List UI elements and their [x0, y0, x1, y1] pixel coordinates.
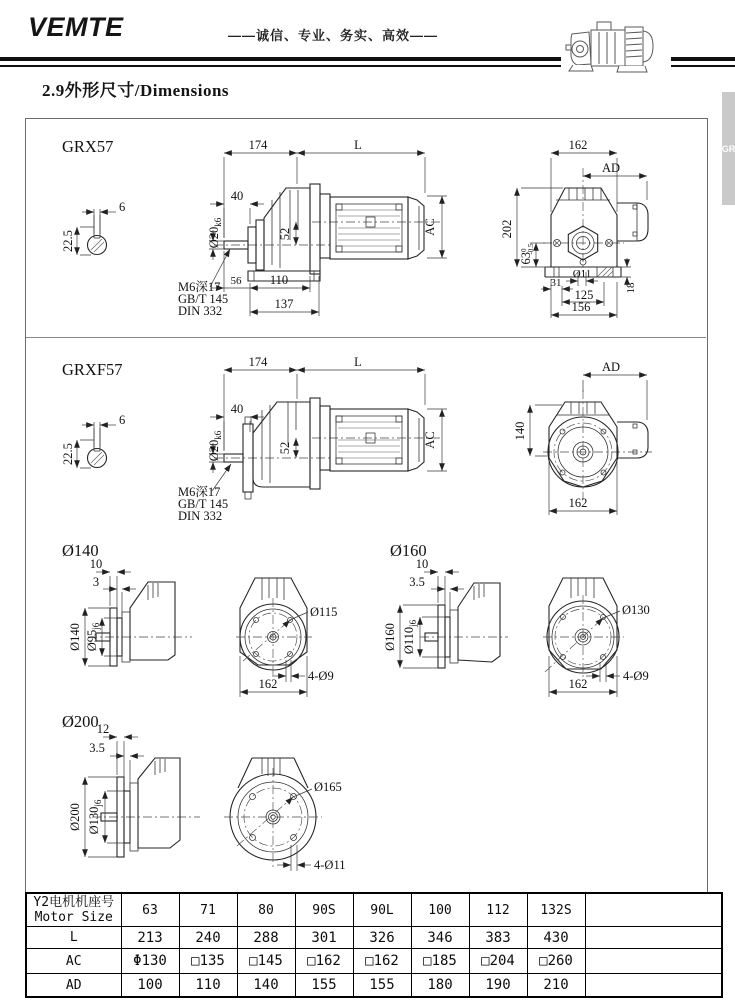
note-din: DIN 332 — [178, 304, 223, 318]
cell: 155 — [353, 974, 411, 998]
f200-front-view — [224, 758, 345, 872]
dim-end-162: 162 — [568, 138, 588, 152]
dim-end-AD: AD — [601, 161, 621, 175]
dim-202: 202 — [500, 219, 514, 239]
cell: 110 — [179, 974, 237, 998]
dim-holes: 4-Ø9 — [308, 669, 334, 683]
motor-size-header-cn: Y2电机机座号 — [33, 895, 115, 910]
dim-end-AD: AD — [601, 360, 621, 374]
dim-t2: 3.5 — [409, 575, 425, 589]
row-label: L — [26, 927, 121, 949]
note-gbt: GB/T 145 — [178, 292, 229, 306]
motor-size-header-en: Motor Size — [34, 910, 113, 925]
page-title: 2.9外形尺寸/Dimensions — [42, 81, 230, 100]
dim-L: L — [354, 355, 362, 369]
f160-side-view — [383, 557, 508, 668]
grx57-end-view — [500, 138, 648, 318]
cell: 326 — [353, 927, 411, 949]
dim-174: 174 — [248, 138, 268, 152]
dimension-table — [25, 892, 723, 998]
row-label: AD — [26, 974, 121, 998]
f140-front-view — [236, 578, 337, 697]
dim-AC: AC — [423, 431, 437, 449]
f140-side-view — [68, 557, 192, 666]
brand-slogan: ——诚信、专业、务实、高效—— — [228, 28, 439, 43]
row-label: AC — [26, 949, 121, 974]
empty-cell — [585, 974, 722, 998]
cell: 240 — [179, 927, 237, 949]
cell: 140 — [237, 974, 295, 998]
dim-key-width: 6 — [119, 200, 126, 214]
dim-110: 110 — [269, 273, 289, 287]
dim-174: 174 — [248, 355, 268, 369]
dim-dia: Ø160 — [383, 623, 397, 651]
note-m6: M6深17 — [178, 280, 221, 294]
cell: □204 — [469, 949, 527, 974]
cell: □135 — [179, 949, 237, 974]
dim-end-162: 162 — [568, 496, 588, 510]
cell: □185 — [411, 949, 469, 974]
dim-t1: 10 — [415, 557, 429, 571]
cell: 301 — [295, 927, 353, 949]
dim-key-height: 22.5 — [61, 230, 75, 252]
note-din: DIN 332 — [178, 509, 223, 523]
dim-holes: 4-Ø11 — [314, 858, 346, 872]
cell: 190 — [469, 974, 527, 998]
motor-size-header — [26, 893, 121, 927]
dim-width: 162 — [258, 677, 278, 691]
dim-18: 18 — [625, 282, 637, 294]
dim-foot-hole: Ø11 — [572, 268, 592, 280]
dim-t1: 12 — [96, 722, 110, 736]
cell: □162 — [295, 949, 353, 974]
note-m6: M6深17 — [178, 485, 221, 499]
dim-40: 40 — [230, 189, 244, 203]
flange-140-160-drawing — [25, 530, 707, 705]
dim-width: 162 — [568, 677, 588, 691]
grx57-side-view — [178, 138, 447, 318]
dim-137: 137 — [274, 297, 294, 311]
grxf57-shaft-section — [61, 413, 125, 468]
gearmotor-photo — [561, 14, 671, 78]
cell: 430 — [527, 927, 585, 949]
dim-shaft-dia: $Ø20_{k6}$ — [207, 430, 223, 462]
cell: 155 — [295, 974, 353, 998]
empty-cell — [585, 893, 722, 927]
dim-63: $63^0-0.5$ — [519, 243, 535, 265]
col-header: 63 — [121, 893, 179, 927]
grx57-shaft-section — [61, 200, 125, 255]
cell: 100 — [121, 974, 179, 998]
f200-label: Ø200 — [62, 712, 99, 731]
dim-52: 52 — [278, 441, 292, 455]
col-header: 132S — [527, 893, 585, 927]
grx57-label: GRX57 — [62, 137, 114, 156]
cell: 288 — [237, 927, 295, 949]
dim-L: L — [354, 138, 362, 152]
table-row — [26, 949, 722, 974]
grxf57-drawing — [25, 338, 707, 530]
dim-spigot: $Ø95_{j6}$ — [85, 622, 101, 652]
dim-AC: AC — [423, 218, 437, 236]
dim-bolt-circle: Ø165 — [314, 780, 342, 794]
page-edge-tab: GR — [722, 92, 735, 205]
cell: □162 — [353, 949, 411, 974]
brand-logo: VEMTE — [28, 12, 124, 42]
dim-31: 31 — [550, 277, 562, 289]
cell: 213 — [121, 927, 179, 949]
col-header: 100 — [411, 893, 469, 927]
dim-t1: 10 — [89, 557, 103, 571]
f160-label: Ø160 — [390, 541, 427, 560]
cell: 210 — [527, 974, 585, 998]
col-header: 90S — [295, 893, 353, 927]
dim-spigot: $Ø110_{j6}$ — [402, 619, 418, 655]
flange-200-drawing — [25, 705, 707, 892]
empty-cell — [585, 949, 722, 974]
grxf57-end-view — [513, 360, 652, 515]
grxf57-label: GRXF57 — [62, 360, 123, 379]
dim-dia: Ø140 — [68, 623, 82, 651]
dim-56: 56 — [230, 275, 242, 287]
dim-dia: Ø200 — [68, 803, 82, 831]
col-header: 90L — [353, 893, 411, 927]
dim-bolt-circle: Ø115 — [310, 605, 338, 619]
dim-holes: 4-Ø9 — [623, 669, 649, 683]
dim-t2: 3.5 — [89, 741, 105, 755]
grxf57-side-view — [178, 355, 447, 523]
cell: 346 — [411, 927, 469, 949]
col-header: 112 — [469, 893, 527, 927]
grx57-drawing — [25, 118, 707, 338]
dim-bolt-circle: Ø130 — [622, 603, 650, 617]
cell: 180 — [411, 974, 469, 998]
dim-t2: 3 — [92, 575, 100, 589]
dim-shaft-dia: $Ø20_{k6}$ — [207, 217, 223, 249]
empty-cell — [585, 927, 722, 949]
cell: □260 — [527, 949, 585, 974]
f140-label: Ø140 — [62, 541, 99, 560]
col-header: 80 — [237, 893, 295, 927]
col-header: 71 — [179, 893, 237, 927]
cell: 383 — [469, 927, 527, 949]
dim-spigot: $Ø130_{j6}$ — [87, 799, 103, 835]
table-row — [26, 974, 722, 998]
dim-52: 52 — [278, 227, 292, 241]
dim-156: 156 — [571, 300, 591, 314]
cell: □145 — [237, 949, 295, 974]
f200-side-view — [68, 722, 200, 857]
dim-140: 140 — [513, 421, 527, 441]
table-row — [26, 927, 722, 949]
dim-key-width: 6 — [119, 413, 126, 427]
f160-front-view — [543, 578, 650, 697]
dim-40: 40 — [230, 402, 244, 416]
note-gbt: GB/T 145 — [178, 497, 229, 511]
dim-key-height: 22.5 — [61, 443, 75, 465]
dim-125: 125 — [574, 288, 594, 302]
table-row — [26, 893, 722, 927]
cell: Φ130 — [121, 949, 179, 974]
